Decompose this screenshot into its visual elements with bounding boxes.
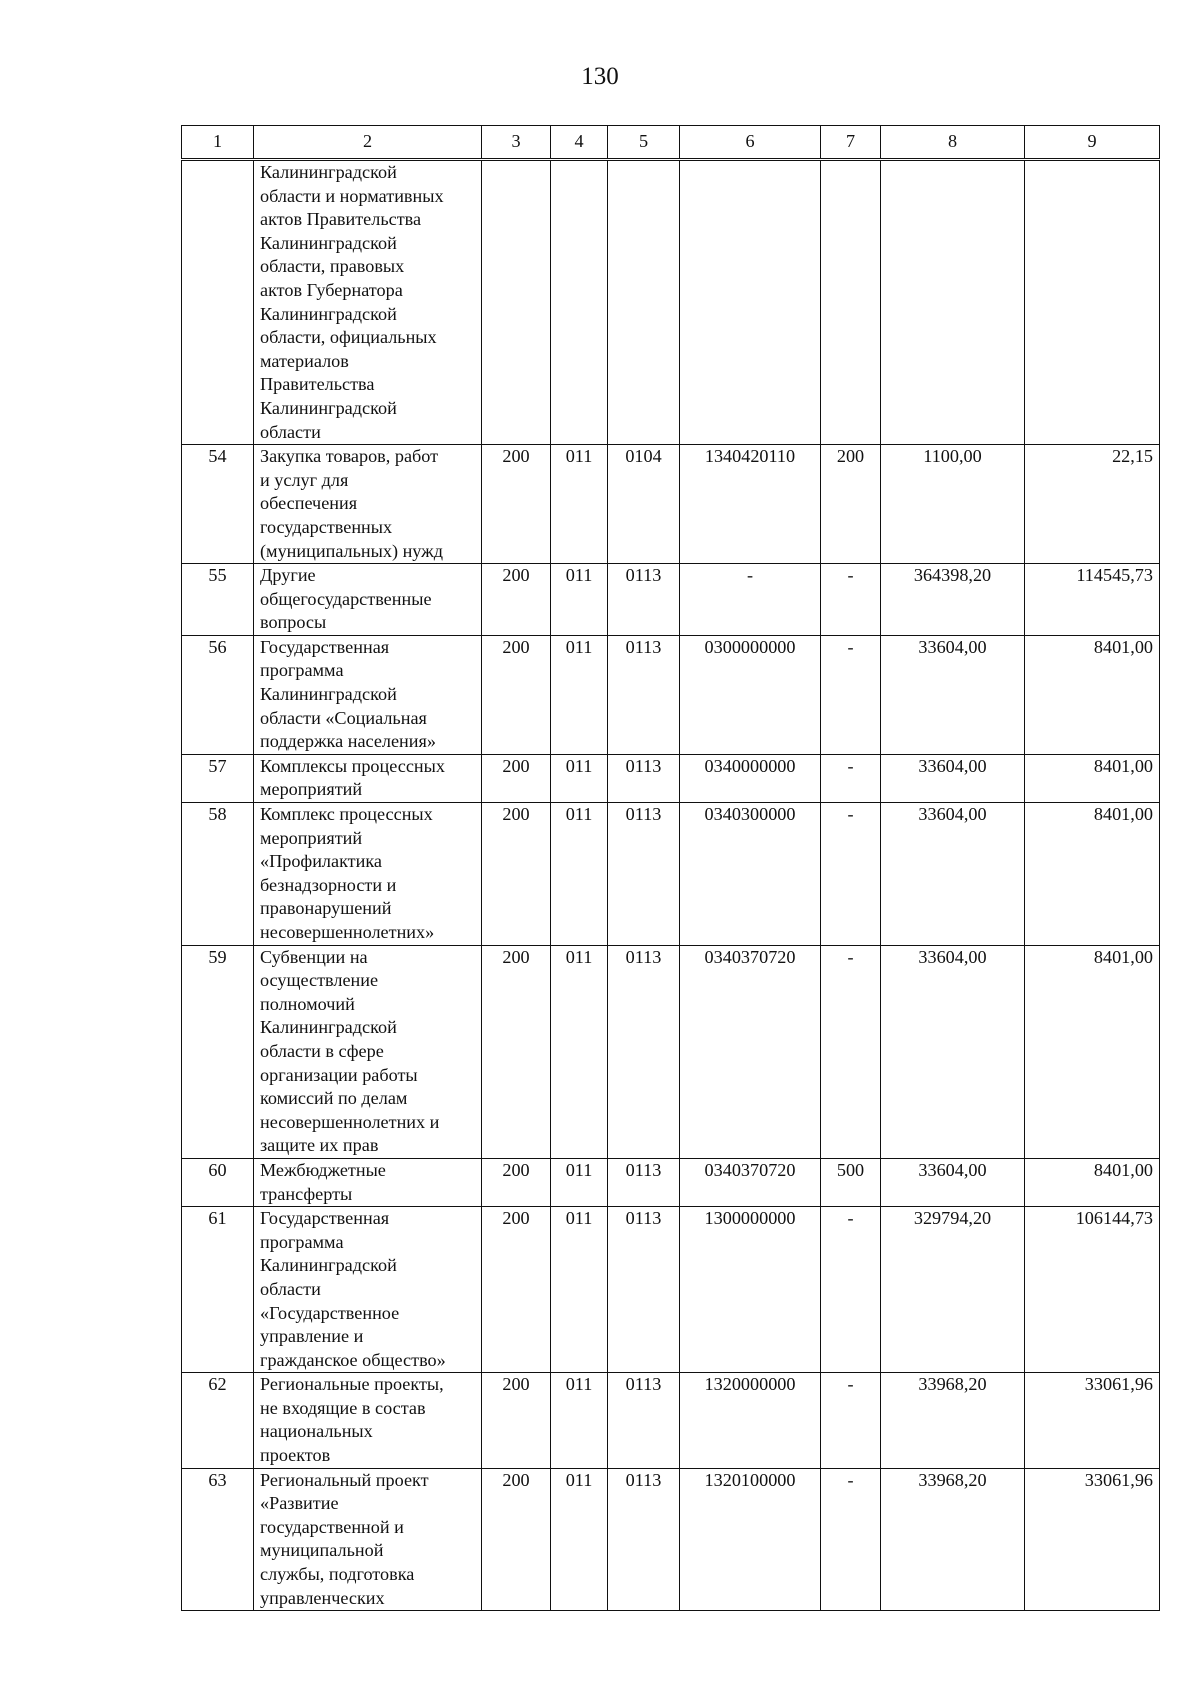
row-name: Другие общегосударственные вопросы	[254, 564, 482, 636]
cell-col6: 0340370720	[680, 945, 821, 1158]
cell-col9: 33061,96	[1025, 1468, 1160, 1611]
cell-col3: 200	[482, 635, 551, 754]
cell-col4	[551, 160, 608, 445]
cell-col3: 200	[482, 1373, 551, 1468]
cell-col6: 0340000000	[680, 754, 821, 802]
cell-col8: 33604,00	[881, 945, 1025, 1158]
cell-col3: 200	[482, 1158, 551, 1206]
cell-col8: 364398,20	[881, 564, 1025, 636]
row-number: 58	[182, 803, 254, 946]
cell-col7: -	[821, 1468, 881, 1611]
cell-col6: 1340420110	[680, 445, 821, 564]
table-row	[182, 1207, 1160, 1373]
cell-col7: -	[821, 803, 881, 946]
cell-col3: 200	[482, 754, 551, 802]
cell-col3	[482, 160, 551, 445]
header-row	[182, 126, 1160, 160]
row-name: Межбюджетные трансферты	[254, 1158, 482, 1206]
table-row	[182, 1468, 1160, 1611]
cell-col5	[608, 160, 680, 445]
row-number: 62	[182, 1373, 254, 1468]
cell-col7: -	[821, 635, 881, 754]
column-header-7: 7	[821, 126, 881, 160]
column-header-5: 5	[608, 126, 680, 160]
cell-col9: 8401,00	[1025, 803, 1160, 946]
cell-col5: 0113	[608, 1373, 680, 1468]
cell-col8: 33604,00	[881, 635, 1025, 754]
cell-col8: 33604,00	[881, 1158, 1025, 1206]
cell-col9	[1025, 160, 1160, 445]
cell-col3: 200	[482, 564, 551, 636]
cell-col9: 8401,00	[1025, 635, 1160, 754]
cell-col6: -	[680, 564, 821, 636]
row-name: Государственная программа Калининградской области «Социальная поддержка населения»	[254, 635, 482, 754]
cell-col5: 0113	[608, 1468, 680, 1611]
cell-col5: 0113	[608, 754, 680, 802]
cell-col4: 011	[551, 1158, 608, 1206]
row-number: 55	[182, 564, 254, 636]
row-number: 57	[182, 754, 254, 802]
cell-col8: 33968,20	[881, 1468, 1025, 1611]
cell-col4: 011	[551, 945, 608, 1158]
cell-col8: 33604,00	[881, 754, 1025, 802]
row-number: 63	[182, 1468, 254, 1611]
cell-col6: 0340300000	[680, 803, 821, 946]
cell-col5: 0104	[608, 445, 680, 564]
column-header-2: 2	[254, 126, 482, 160]
cell-col7	[821, 160, 881, 445]
budget-table	[181, 125, 1160, 1611]
row-name: Калининградской области и нормативных актов Правительства Калининградской области, правовых актов Губернатора Калининградской области, официальных материалов Правительства Калининградской области	[254, 160, 482, 445]
cell-col9: 106144,73	[1025, 1207, 1160, 1373]
cell-col4: 011	[551, 445, 608, 564]
cell-col6: 0340370720	[680, 1158, 821, 1206]
column-header-6: 6	[680, 126, 821, 160]
row-name: Региональный проект «Развитие государственной и муниципальной службы, подготовка управленческих	[254, 1468, 482, 1611]
table-row	[182, 635, 1160, 754]
cell-col4: 011	[551, 1468, 608, 1611]
cell-col8	[881, 160, 1025, 445]
table-row	[182, 945, 1160, 1158]
column-header-3: 3	[482, 126, 551, 160]
row-number	[182, 160, 254, 445]
column-header-9: 9	[1025, 126, 1160, 160]
cell-col4: 011	[551, 754, 608, 802]
page-number: 130	[581, 63, 619, 90]
cell-col7: -	[821, 1207, 881, 1373]
cell-col6	[680, 160, 821, 445]
cell-col3: 200	[482, 1468, 551, 1611]
cell-col9: 114545,73	[1025, 564, 1160, 636]
cell-col9: 33061,96	[1025, 1373, 1160, 1468]
cell-col7: -	[821, 754, 881, 802]
cell-col9: 8401,00	[1025, 945, 1160, 1158]
cell-col4: 011	[551, 635, 608, 754]
row-name: Закупка товаров, работ и услуг для обеспечения государственных (муниципальных) нужд	[254, 445, 482, 564]
cell-col6: 1320100000	[680, 1468, 821, 1611]
cell-col7: 200	[821, 445, 881, 564]
table-row	[182, 564, 1160, 636]
row-number: 60	[182, 1158, 254, 1206]
cell-col8: 1100,00	[881, 445, 1025, 564]
cell-col5: 0113	[608, 635, 680, 754]
table-row	[182, 754, 1160, 802]
row-name: Комплекс процессных мероприятий «Профилактика безнадзорности и правонарушений несовершеннолетних»	[254, 803, 482, 946]
cell-col6: 1320000000	[680, 1373, 821, 1468]
table-row	[182, 160, 1160, 445]
cell-col8: 329794,20	[881, 1207, 1025, 1373]
cell-col5: 0113	[608, 803, 680, 946]
cell-col3: 200	[482, 803, 551, 946]
table-row	[182, 445, 1160, 564]
cell-col8: 33968,20	[881, 1373, 1025, 1468]
column-header-8: 8	[881, 126, 1025, 160]
cell-col5: 0113	[608, 1207, 680, 1373]
table-row	[182, 1373, 1160, 1468]
cell-col9: 8401,00	[1025, 1158, 1160, 1206]
row-name: Комплексы процессных мероприятий	[254, 754, 482, 802]
cell-col6: 1300000000	[680, 1207, 821, 1373]
cell-col3: 200	[482, 1207, 551, 1373]
cell-col9: 8401,00	[1025, 754, 1160, 802]
cell-col4: 011	[551, 564, 608, 636]
row-number: 54	[182, 445, 254, 564]
column-header-1: 1	[182, 126, 254, 160]
row-name: Государственная программа Калининградской области «Государственное управление и гражданское общество»	[254, 1207, 482, 1373]
cell-col7: -	[821, 564, 881, 636]
column-header-4: 4	[551, 126, 608, 160]
cell-col7: -	[821, 945, 881, 1158]
cell-col9: 22,15	[1025, 445, 1160, 564]
table-row	[182, 803, 1160, 946]
table-row	[182, 1158, 1160, 1206]
cell-col4: 011	[551, 803, 608, 946]
cell-col3: 200	[482, 445, 551, 564]
row-number: 56	[182, 635, 254, 754]
row-name: Региональные проекты, не входящие в состав национальных проектов	[254, 1373, 482, 1468]
cell-col7: -	[821, 1373, 881, 1468]
row-name: Субвенции на осуществление полномочий Калининградской области в сфере организации работы комиссий по делам несовершеннолетних и защите их прав	[254, 945, 482, 1158]
cell-col6: 0300000000	[680, 635, 821, 754]
cell-col8: 33604,00	[881, 803, 1025, 946]
row-number: 59	[182, 945, 254, 1158]
cell-col5: 0113	[608, 1158, 680, 1206]
cell-col5: 0113	[608, 564, 680, 636]
cell-col5: 0113	[608, 945, 680, 1158]
cell-col4: 011	[551, 1373, 608, 1468]
cell-col4: 011	[551, 1207, 608, 1373]
row-number: 61	[182, 1207, 254, 1373]
cell-col7: 500	[821, 1158, 881, 1206]
cell-col3: 200	[482, 945, 551, 1158]
